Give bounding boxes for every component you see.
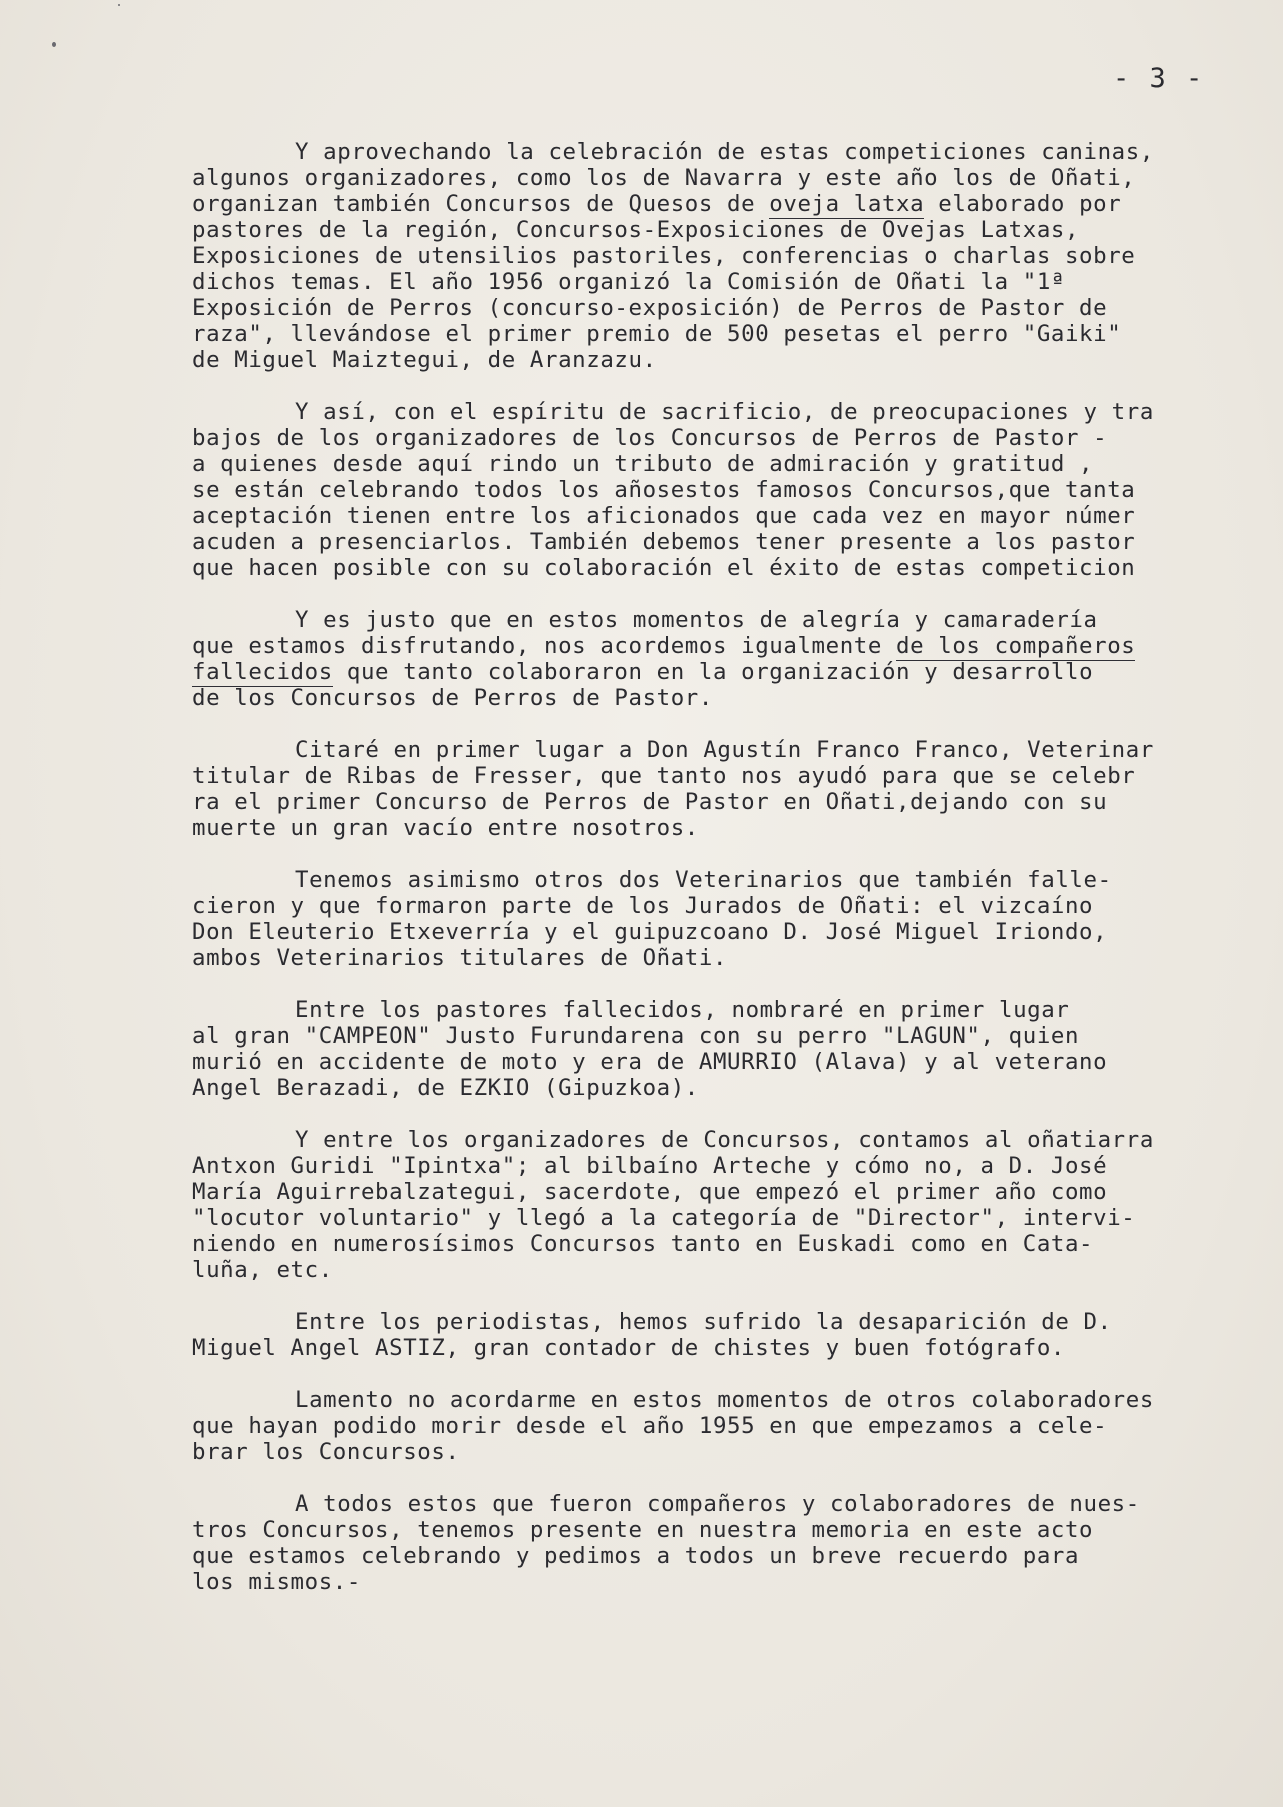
text-line: Lamento no acordarme en estos momentos de otros colaboradores — [295, 1387, 1154, 1413]
ink-speck — [52, 42, 56, 47]
text-line: bajos de los organizadores de los Concursos de Perros de Pastor - — [192, 425, 1108, 451]
text-line: pastores de la región, Concursos-Exposiciones de Ovejas Latxas, — [192, 217, 1080, 243]
text-line: Exposiciones de utensilios pastoriles, conferencias o charlas sobre — [192, 243, 1136, 269]
paragraph-veterinarians — [192, 867, 1283, 971]
text-line: cieron y que formaron parte de los Jurados de Oñati: el vizcaíno — [192, 893, 1094, 919]
text-line: aceptación tienen entre los aficionados que cada vez en mayor númer — [192, 503, 1136, 529]
text-line: "locutor voluntario" y llegó a la categoría de "Director", intervi- — [192, 1205, 1136, 1231]
text-line: ambos Veterinarios titulares de Oñati. — [192, 945, 728, 971]
text-line: luña, etc. — [192, 1257, 333, 1283]
text-line: Exposición de Perros (concurso-exposición) de Perros de Pastor de — [192, 295, 1108, 321]
text-line: Antxon Guridi "Ipintxa"; al bilbaíno Arteche y cómo no, a D. José — [192, 1153, 1108, 1179]
underlined-phrase: fallecidos — [192, 659, 333, 685]
paragraph-franco — [192, 737, 1283, 841]
paragraph-organizers — [192, 1127, 1283, 1283]
text-line: Y entre los organizadores de Concursos, contamos al oñatiarra — [295, 1127, 1154, 1153]
paragraph-journalists — [192, 1309, 1283, 1361]
text-line: se están celebrando todos los añosestos famosos Concursos,que tanta — [192, 477, 1136, 503]
text-line: al gran "CAMPEON" Justo Furundarena con su perro "LAGUN", quien — [192, 1023, 1080, 1049]
text-line: titular de Ribas de Fresser, que tanto nos ayudó para que se celebr — [192, 763, 1136, 789]
paragraph-remembrance — [192, 607, 1283, 711]
text-line: raza", llevándose el primer premio de 500 pesetas el perro "Gaiki" — [192, 321, 1122, 347]
text-line: dichos temas. El año 1956 organizó la Comisión de Oñati la "1ª — [192, 269, 1065, 295]
text-line: murió en accidente de moto y era de AMURRIO (Alava) y al veterano — [192, 1049, 1108, 1075]
text-line: niendo en numerosísimos Concursos tanto en Euskadi como en Cata- — [192, 1231, 1094, 1257]
paragraph-closing — [192, 1491, 1283, 1595]
text-line: que hayan podido morir desde el año 1955 en que empezamos a cele- — [192, 1413, 1108, 1439]
text-line: Entre los periodistas, hemos sufrido la desaparición de D. — [295, 1309, 1112, 1335]
text-line: María Aguirrebalzategui, sacerdote, que empezó el primer año como — [192, 1179, 1108, 1205]
text-line: brar los Concursos. — [192, 1439, 460, 1465]
text-line: muerte un gran vacío entre nosotros. — [192, 815, 699, 841]
text-line: que estamos celebrando y pedimos a todos un breve recuerdo para — [192, 1543, 1080, 1569]
paragraph-competitions — [192, 139, 1283, 373]
text-line: que hacen posible con su colaboración el éxito de estas competicion — [192, 555, 1136, 581]
underlined-phrase: de los compañeros — [896, 633, 1136, 659]
text-line: Tenemos asimismo otros dos Veterinarios que también falle- — [295, 867, 1112, 893]
text-line: A todos estos que fueron compañeros y colaboradores de nues- — [295, 1491, 1140, 1517]
paragraph-sacrifice — [192, 399, 1283, 581]
paragraph-shepherds — [192, 997, 1283, 1101]
text-line: los mismos.- — [192, 1569, 361, 1595]
page-number: - 3 - — [1113, 63, 1205, 94]
text-line: Y así, con el espíritu de sacrificio, de preocupaciones y tra — [295, 399, 1154, 425]
text-line: que estamos disfrutando, nos acordemos igualmente de los compañeros — [192, 633, 1136, 659]
text-line: Entre los pastores fallecidos, nombraré en primer lugar — [295, 997, 1070, 1023]
text-line: Y es justo que en estos momentos de alegría y camaradería — [295, 607, 1098, 633]
text-line: Don Eleuterio Etxeverría y el guipuzcoano D. José Miguel Iriondo, — [192, 919, 1108, 945]
underlined-phrase: oveja latxa — [769, 191, 925, 217]
text-line: acuden a presenciarlos. También debemos tener presente a los pastor — [192, 529, 1136, 555]
text-line: de los Concursos de Perros de Pastor. — [192, 685, 713, 711]
text-line: fallecidos que tanto colaboraron en la organización y desarrollo — [192, 659, 1094, 685]
text-line: de Miguel Maiztegui, de Aranzazu. — [192, 347, 657, 373]
text-line: Miguel Angel ASTIZ, gran contador de chistes y buen fotógrafo. — [192, 1335, 1065, 1361]
text-line: Y aprovechando la celebración de estas competiciones caninas, — [295, 139, 1154, 165]
text-line: a quienes desde aquí rindo un tributo de admiración y gratitud , — [192, 451, 1094, 477]
letter-body — [192, 139, 1283, 1621]
text-line: algunos organizadores, como los de Navarra y este año los de Oñati, — [192, 165, 1136, 191]
ink-speck — [118, 4, 120, 6]
text-line: Citaré en primer lugar a Don Agustín Franco Franco, Veterinar — [295, 737, 1154, 763]
text-line: ra el primer Concurso de Perros de Pastor en Oñati,dejando con su — [192, 789, 1108, 815]
paragraph-regret — [192, 1387, 1283, 1465]
text-line: tros Concursos, tenemos presente en nuestra memoria en este acto — [192, 1517, 1094, 1543]
text-line: organizan también Concursos de Quesos de oveja latxa elaborado por — [192, 191, 1122, 217]
text-line: Angel Berazadi, de EZKIO (Gipuzkoa). — [192, 1075, 699, 1101]
